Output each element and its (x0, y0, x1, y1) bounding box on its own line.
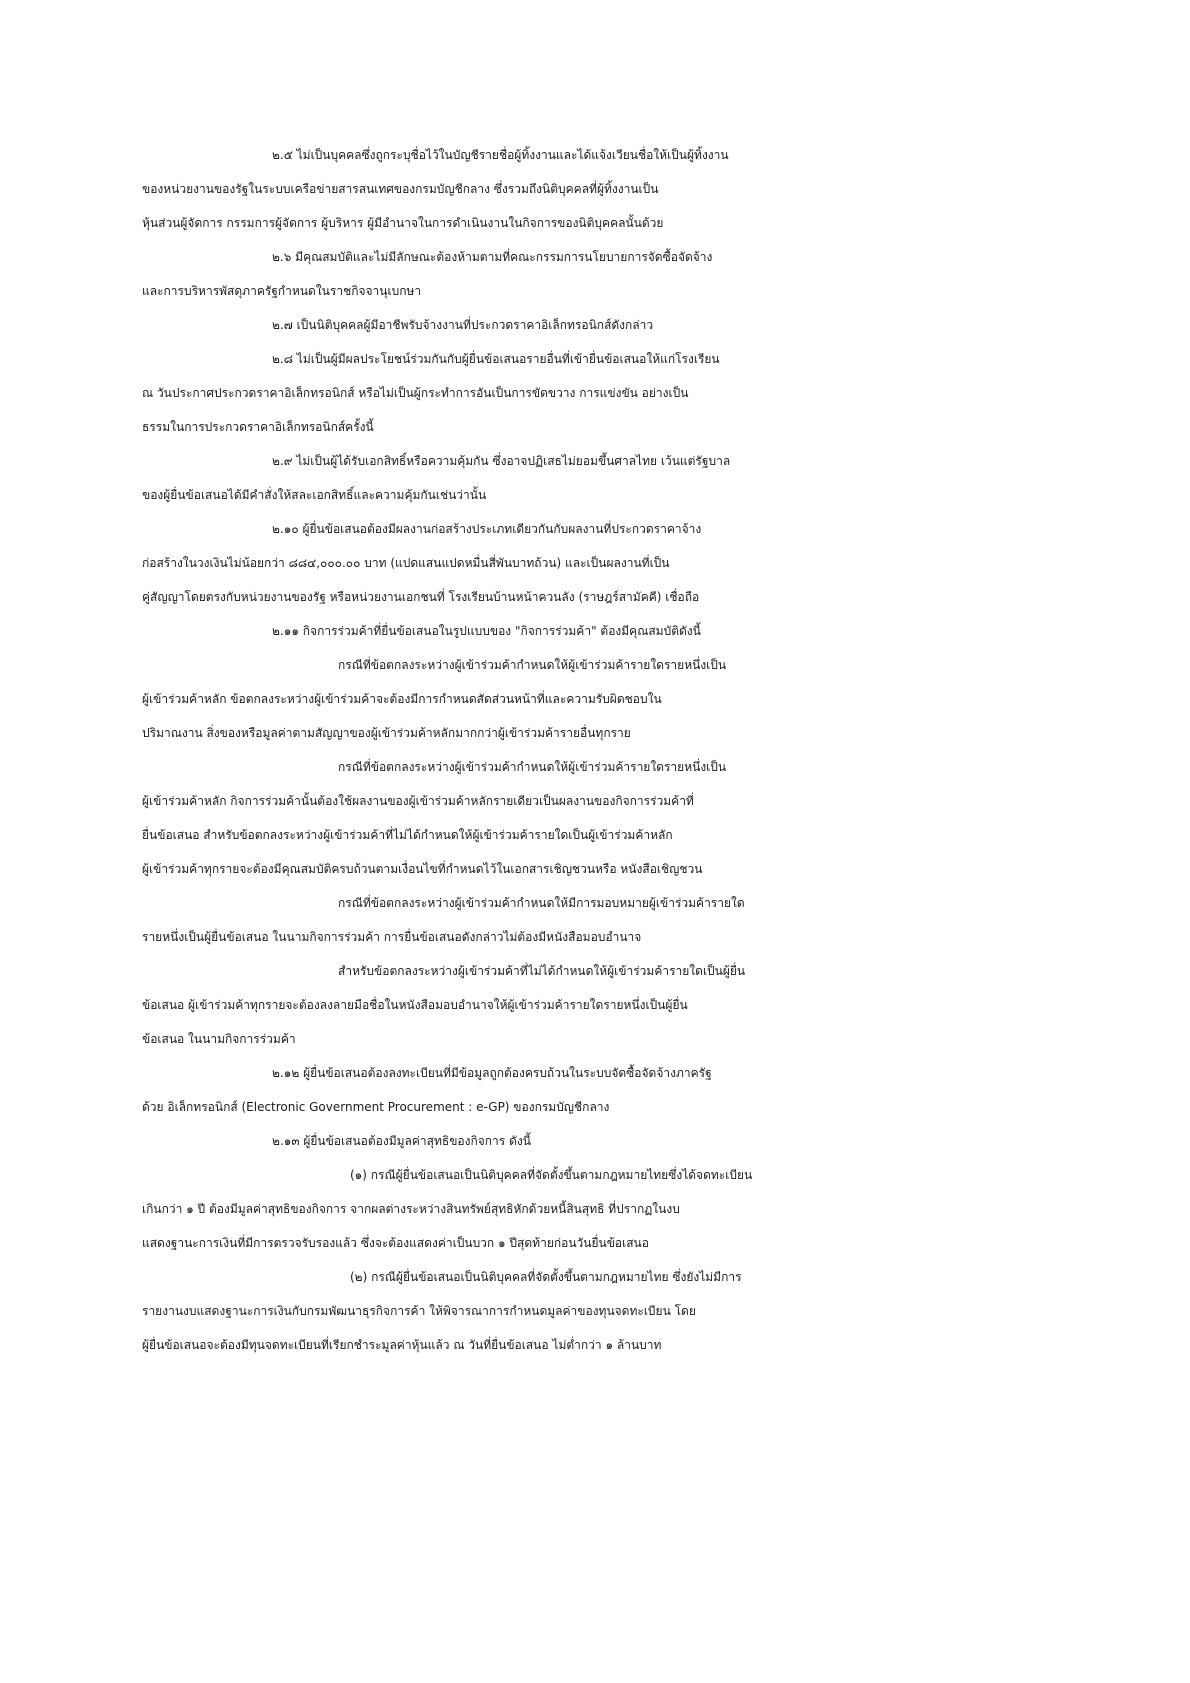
text-line: กรณีที่ข้อตกลงระหว่างผู้เข้าร่วมค้ากำหนดให้มีการมอบหมายผู้เข้าร่วมค้ารายใด (338, 896, 745, 910)
text-line: เกินกว่า ๑ ปี ต้องมีมูลค่าสุทธิของกิจการ จากผลต่างระหว่างสินทรัพย์สุทธิหักด้วยหนี้สินสุทธิ ที่ปรากฏในงบ (142, 1202, 680, 1216)
text-line: ๒.๗ เป็นนิติบุคคลผู้มีอาชีพรับจ้างงานที่ประกวดราคาอิเล็กทรอนิกส์ดังกล่าว (272, 318, 654, 332)
text-line: และการบริหารพัสดุภาครัฐกำหนดในราชกิจจานุเบกษา (142, 284, 422, 298)
text-line: กรณีที่ข้อตกลงระหว่างผู้เข้าร่วมค้ากำหนดให้ผู้เข้าร่วมค้ารายใดรายหนึ่งเป็น (338, 658, 727, 672)
text-line: ข้อเสนอ ในนามกิจการร่วมค้า (142, 1032, 296, 1046)
text-line: กรณีที่ข้อตกลงระหว่างผู้เข้าร่วมค้ากำหนดให้ผู้เข้าร่วมค้ารายใดรายหนึ่งเป็น (338, 760, 727, 774)
text-line: ปริมาณงาน สิ่งของหรือมูลค่าตามสัญญาของผู้เข้าร่วมค้าหลักมากกว่าผู้เข้าร่วมค้ารายอื่นทุกราย (142, 726, 631, 740)
text-line: รายหนึ่งเป็นผู้ยื่นข้อเสนอ ในนามกิจการร่วมค้า การยื่นข้อเสนอดังกล่าวไม่ต้องมีหนังสือมอบอำนาจ (142, 930, 642, 944)
text-line: สำหรับข้อตกลงระหว่างผู้เข้าร่วมค้าที่ไม่ได้กำหนดให้ผู้เข้าร่วมค้ารายใดเป็นผู้ยื่น (338, 964, 746, 978)
text-line: หุ้นส่วนผู้จัดการ กรรมการผู้จัดการ ผู้บริหาร ผู้มีอำนาจในการดำเนินงานในกิจการของนิติบุคคลนั้นด้วย (142, 216, 664, 230)
text-line: ธรรมในการประกวดราคาอิเล็กทรอนิกส์ครั้งนี้ (142, 420, 374, 434)
text-line: ณ วันประกาศประกวดราคาอิเล็กทรอนิกส์ หรือไม่เป็นผู้กระทำการอันเป็นการขัดขวาง การแข่งขัน อย่างเป็น (142, 386, 689, 400)
text-line: ยื่นข้อเสนอ สำหรับข้อตกลงระหว่างผู้เข้าร่วมค้าที่ไม่ได้กำหนดให้ผู้เข้าร่วมค้ารายใดเป็นผู้เข้าร่วมค้าหลัก (142, 828, 673, 842)
text-line: ข้อเสนอ ผู้เข้าร่วมค้าทุกรายจะต้องลงลายมือชื่อในหนังสือมอบอำนาจให้ผู้เข้าร่วมค้ารายใดรายหนึ่งเป็นผู้ยื่น (142, 998, 688, 1012)
text-line: ๒.๑๓ ผู้ยื่นข้อเสนอต้องมีมูลค่าสุทธิของกิจการ ดังนี้ (272, 1134, 531, 1148)
text-line: ๒.๑๑ กิจการร่วมค้าที่ยื่นข้อเสนอในรูปแบบของ "กิจการร่วมค้า" ต้องมีคุณสมบัติดังนี้ (272, 624, 701, 638)
text-line: แสดงฐานะการเงินที่มีการตรวจรับรองแล้ว ซึ่งจะต้องแสดงค่าเป็นบวก ๑ ปีสุดท้ายก่อนวันยื่นข้อเสนอ (142, 1236, 649, 1250)
text-line: ๒.๙ ไม่เป็นผู้ได้รับเอกสิทธิ์หรือความคุ้มกัน ซึ่งอาจปฏิเสธไม่ยอมขึ้นศาลไทย เว้นแต่รัฐบาล (272, 454, 731, 468)
text-line: ๒.๘ ไม่เป็นผู้มีผลประโยชน์ร่วมกันกับผู้ยื่นข้อเสนอรายอื่นที่เข้ายื่นข้อเสนอให้แก่โรงเรียน (272, 352, 720, 366)
text-line: ๒.๑๒ ผู้ยื่นข้อเสนอต้องลงทะเบียนที่มีข้อมูลถูกต้องครบถ้วนในระบบจัดซื้อจัดจ้างภาครัฐ (272, 1066, 712, 1080)
text-line: ผู้เข้าร่วมค้าหลัก กิจการร่วมค้านั้นต้องใช้ผลงานของผู้เข้าร่วมค้าหลักรายเดียวเป็นผลงานของกิจการร่วมค้าที่ (142, 794, 694, 808)
text-line: (๑) กรณีผู้ยื่นข้อเสนอเป็นนิติบุคคลที่จัดตั้งขึ้นตามกฎหมายไทยซึ่งได้จดทะเบียน (350, 1168, 753, 1182)
text-line: คู่สัญญาโดยตรงกับหน่วยงานของรัฐ หรือหน่วยงานเอกชนที่ โรงเรียนบ้านหน้าควนลัง (ราษฎร์สามัคคี) เชื่อถือ (142, 590, 700, 604)
text-line: ๒.๑๐ ผู้ยื่นข้อเสนอต้องมีผลงานก่อสร้างประเภทเดียวกันกับผลงานที่ประกวดราคาจ้าง (272, 522, 702, 536)
text-line: รายงานงบแสดงฐานะการเงินกับกรมพัฒนาธุรกิจการค้า ให้พิจารณาการกำหนดมูลค่าของทุนจดทะเบียน โดย (142, 1304, 696, 1318)
text-line: ก่อสร้างในวงเงินไม่น้อยกว่า ๘๘๔,๐๐๐.๐๐ บาท (แปดแสนแปดหมื่นสี่พันบาทถ้วน) และเป็นผลงานที่เป็น (142, 556, 670, 570)
text-line: ของผู้ยื่นข้อเสนอได้มีคำสั่งให้สละเอกสิทธิ์และความคุ้มกันเช่นว่านั้น (142, 488, 487, 502)
text-line: ผู้เข้าร่วมค้าหลัก ข้อตกลงระหว่างผู้เข้าร่วมค้าจะต้องมีการกำหนดสัดส่วนหน้าที่และความรับผิดชอบใน (142, 692, 662, 706)
text-line: (๒) กรณีผู้ยื่นข้อเสนอเป็นนิติบุคคลที่จัดตั้งขึ้นตามกฎหมายไทย ซึ่งยังไม่มีการ (350, 1270, 742, 1284)
text-line: ด้วย อิเล็กทรอนิกส์ (Electronic Government Procurement : e-GP) ของกรมบัญชีกลาง (142, 1100, 610, 1114)
text-line: ของหน่วยงานของรัฐในระบบเครือข่ายสารสนเทศของกรมบัญชีกลาง ซึ่งรวมถึงนิติบุคคลที่ผู้ทิ้งงานเป็น (142, 182, 659, 196)
text-line: ๒.๕ ไม่เป็นบุคคลซึ่งถูกระบุชื่อไว้ในบัญชีรายชื่อผู้ทิ้งงานและได้แจ้งเวียนชื่อให้เป็นผู้ทิ้งงาน (272, 148, 729, 162)
text-line: ผู้เข้าร่วมค้าทุกรายจะต้องมีคุณสมบัติครบถ้วนตามเงื่อนไขที่กำหนดไว้ในเอกสารเชิญชวนหรือ หนังสือเชิญชวน (142, 862, 703, 876)
text-line: ๒.๖ มีคุณสมบัติและไม่มีลักษณะต้องห้ามตามที่คณะกรรมการนโยบายการจัดซื้อจัดจ้าง (272, 250, 713, 264)
text-line: ผู้ยื่นข้อเสนอจะต้องมีทุนจดทะเบียนที่เรียกชำระมูลค่าหุ้นแล้ว ณ วันที่ยื่นข้อเสนอ ไม่ต่ำกว่า ๑ ล้านบาท (142, 1338, 662, 1352)
